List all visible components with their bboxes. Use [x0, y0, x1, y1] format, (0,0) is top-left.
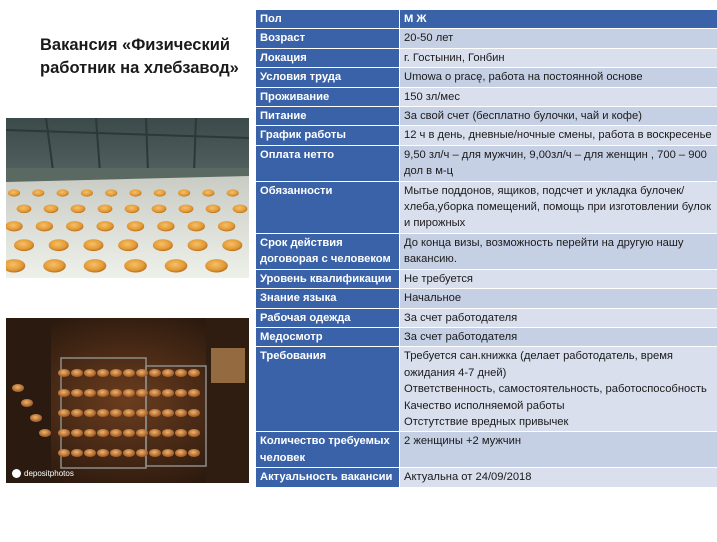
bun-shape [127, 221, 144, 231]
table-header-row [256, 10, 717, 29]
loaf-shape [188, 369, 200, 377]
row-key: Знание языка [256, 289, 400, 308]
table-row [256, 87, 717, 106]
loaf-shape [149, 389, 161, 397]
bun-shape [188, 221, 205, 231]
row-key: Проживание [256, 87, 400, 106]
loaf-shape [110, 389, 122, 397]
requirement-line: Требуется сан.книжка (делает работодатель, время ожидания 4-7 дней) [404, 350, 673, 379]
bun-shape [14, 239, 34, 251]
loaf-shape [110, 369, 122, 377]
row-value: За свой счет (бесплатно булочки, чай и кофе) [400, 107, 717, 126]
loaf-shape [149, 409, 161, 417]
loaf-shape [84, 409, 96, 417]
row-value [400, 347, 717, 432]
bun-shape [222, 239, 242, 251]
row-value: 20-50 лет [400, 29, 717, 48]
row-value: Начальное [400, 289, 717, 308]
row-key: Уровень квалификации [256, 269, 400, 288]
loaf-shape [123, 449, 135, 457]
bakery-conveyor-photo [6, 118, 249, 278]
row-value: Umowa o pracę, работа на постоянной основе [400, 68, 717, 87]
bun-shape [165, 259, 188, 272]
row-key: Локация [256, 48, 400, 67]
bread-racks-photo [6, 318, 249, 483]
row-value: г. Гостынин, Гонбин [400, 48, 717, 67]
bun-shape [178, 189, 190, 196]
table-row [256, 126, 717, 145]
row-value: 12 ч в день, дневные/ночные смены, работа в воскресенье [400, 126, 717, 145]
bun-shape [43, 259, 66, 272]
table-row [256, 107, 717, 126]
requirement-line: Ответственность, самостоятельность, работоспособность [404, 383, 707, 396]
bun-shape [129, 189, 141, 196]
bun-shape [206, 204, 221, 213]
loaf-shape [149, 449, 161, 457]
loaf-shape [97, 429, 109, 437]
loaf-shape [136, 449, 148, 457]
loaf-shape [58, 409, 70, 417]
bun-shape [36, 221, 53, 231]
loaf-shape [58, 449, 70, 457]
bun-shape [66, 221, 83, 231]
bun-shape [98, 204, 113, 213]
bun-shape [157, 221, 174, 231]
loaf-shape [110, 409, 122, 417]
row-key: Питание [256, 107, 400, 126]
loaf-shape [30, 414, 42, 422]
bun-shape [218, 221, 235, 231]
row-key: Обязанности [256, 181, 400, 233]
table-row [256, 468, 717, 487]
bun-shape [118, 239, 138, 251]
table-row [256, 308, 717, 327]
row-key: Актуальность вакансии [256, 468, 400, 487]
loaf-shape [58, 429, 70, 437]
row-key: Возраст [256, 29, 400, 48]
loaf-shape [71, 369, 83, 377]
row-value: За счет работодателя [400, 327, 717, 346]
loaf-shape [71, 429, 83, 437]
loaf-shape [162, 449, 174, 457]
loaf-shape [39, 429, 51, 437]
loaf-shape [136, 369, 148, 377]
loaf-shape [12, 384, 24, 392]
table-row [256, 68, 717, 87]
row-key: Количество требуемых человек [256, 432, 400, 468]
bun-shape [44, 204, 59, 213]
bun-shape [49, 239, 69, 251]
row-value: Мытье поддонов, ящиков, подсчет и укладка булочек/хлеба,уборка помещений, помощь при изготовлении булок и пирожных [400, 181, 717, 233]
row-key: Срок действия договорая с человеком [256, 233, 400, 269]
watermark [12, 469, 74, 478]
loaf-shape [58, 389, 70, 397]
loaf-shape [84, 389, 96, 397]
loaf-shape [175, 389, 187, 397]
bun-shape [57, 189, 69, 196]
loaf-shape [123, 429, 135, 437]
requirement-line: Качество исполняемой работы [404, 399, 565, 412]
bun-shape [83, 239, 103, 251]
table-row [256, 48, 717, 67]
header-value: М Ж [400, 10, 717, 29]
row-key: Медосмотр [256, 327, 400, 346]
bun-shape [32, 189, 44, 196]
loaf-shape [71, 449, 83, 457]
loaf-shape [136, 409, 148, 417]
row-key: Условия труда [256, 68, 400, 87]
table-row [256, 233, 717, 269]
loaf-shape [175, 369, 187, 377]
row-key: Рабочая одежда [256, 308, 400, 327]
bun-shape [154, 189, 166, 196]
loaf-shape [136, 429, 148, 437]
bun-shape [84, 259, 107, 272]
row-value: 9,50 зл/ч – для мужчин, 9,00зл/ч – для женщин , 700 – 900 дол в м-ц [400, 145, 717, 181]
bun-shape [125, 204, 140, 213]
loaf-shape [162, 369, 174, 377]
loaf-shape [175, 409, 187, 417]
requirement-line: Отстутствие вредных привычек [404, 415, 569, 428]
loaf-shape [97, 369, 109, 377]
loaf-shape [84, 369, 96, 377]
loaf-shape [188, 449, 200, 457]
row-value: Актуальна от 24/09/2018 [400, 468, 717, 487]
table-row [256, 269, 717, 288]
loaf-shape [162, 389, 174, 397]
bun-shape [233, 204, 248, 213]
depositphotos-logo-icon [12, 469, 21, 478]
bun-shape [17, 204, 32, 213]
row-value: За счет работодателя [400, 308, 717, 327]
vacancy-table [255, 9, 717, 488]
table-row [256, 327, 717, 346]
bun-shape [205, 259, 228, 272]
loaf-shape [71, 389, 83, 397]
table-row [256, 347, 717, 432]
loaf-shape [97, 389, 109, 397]
row-value: 2 женщины +2 мужчин [400, 432, 717, 468]
table-row [256, 181, 717, 233]
loaf-shape [123, 369, 135, 377]
loaf-shape [84, 449, 96, 457]
loaf-shape [123, 409, 135, 417]
loaf-shape [162, 429, 174, 437]
bun-shape [152, 204, 167, 213]
loaf-shape [175, 429, 187, 437]
bun-shape [227, 189, 239, 196]
loaf-shape [84, 429, 96, 437]
loaf-shape [188, 429, 200, 437]
row-key: Оплата нетто [256, 145, 400, 181]
loaf-shape [136, 389, 148, 397]
loaf-shape [97, 449, 109, 457]
loaf-shape [71, 409, 83, 417]
table-row [256, 289, 717, 308]
row-key: График работы [256, 126, 400, 145]
table-row [256, 145, 717, 181]
row-key: Требования [256, 347, 400, 432]
row-value: 150 зл/мес [400, 87, 717, 106]
table-row [256, 29, 717, 48]
watermark-text: depositphotos [24, 469, 74, 478]
loaf-shape [110, 429, 122, 437]
bun-shape [105, 189, 117, 196]
bun-shape [71, 204, 86, 213]
loaf-shape [188, 409, 200, 417]
bun-shape [179, 204, 194, 213]
bun-shape [8, 189, 20, 196]
loaf-shape [97, 409, 109, 417]
row-value: Не требуется [400, 269, 717, 288]
bun-shape [96, 221, 113, 231]
loaf-shape [175, 449, 187, 457]
loaf-shape [149, 369, 161, 377]
bun-shape [124, 259, 147, 272]
header-key: Пол [256, 10, 400, 29]
loaf-shape [110, 449, 122, 457]
loaf-shape [123, 389, 135, 397]
page-title: Вакансия «Физический работник на хлебзавод» [40, 36, 239, 77]
table-row [256, 432, 717, 468]
loaf-shape [188, 389, 200, 397]
loaf-shape [149, 429, 161, 437]
bun-shape [6, 221, 23, 231]
bun-shape [81, 189, 93, 196]
loaf-shape [58, 369, 70, 377]
loaf-shape [162, 409, 174, 417]
row-value: До конца визы, возможность перейти на другую нашу вакансию. [400, 233, 717, 269]
loaf-shape [21, 399, 33, 407]
bun-shape [202, 189, 214, 196]
bun-shape [188, 239, 208, 251]
bun-shape [153, 239, 173, 251]
